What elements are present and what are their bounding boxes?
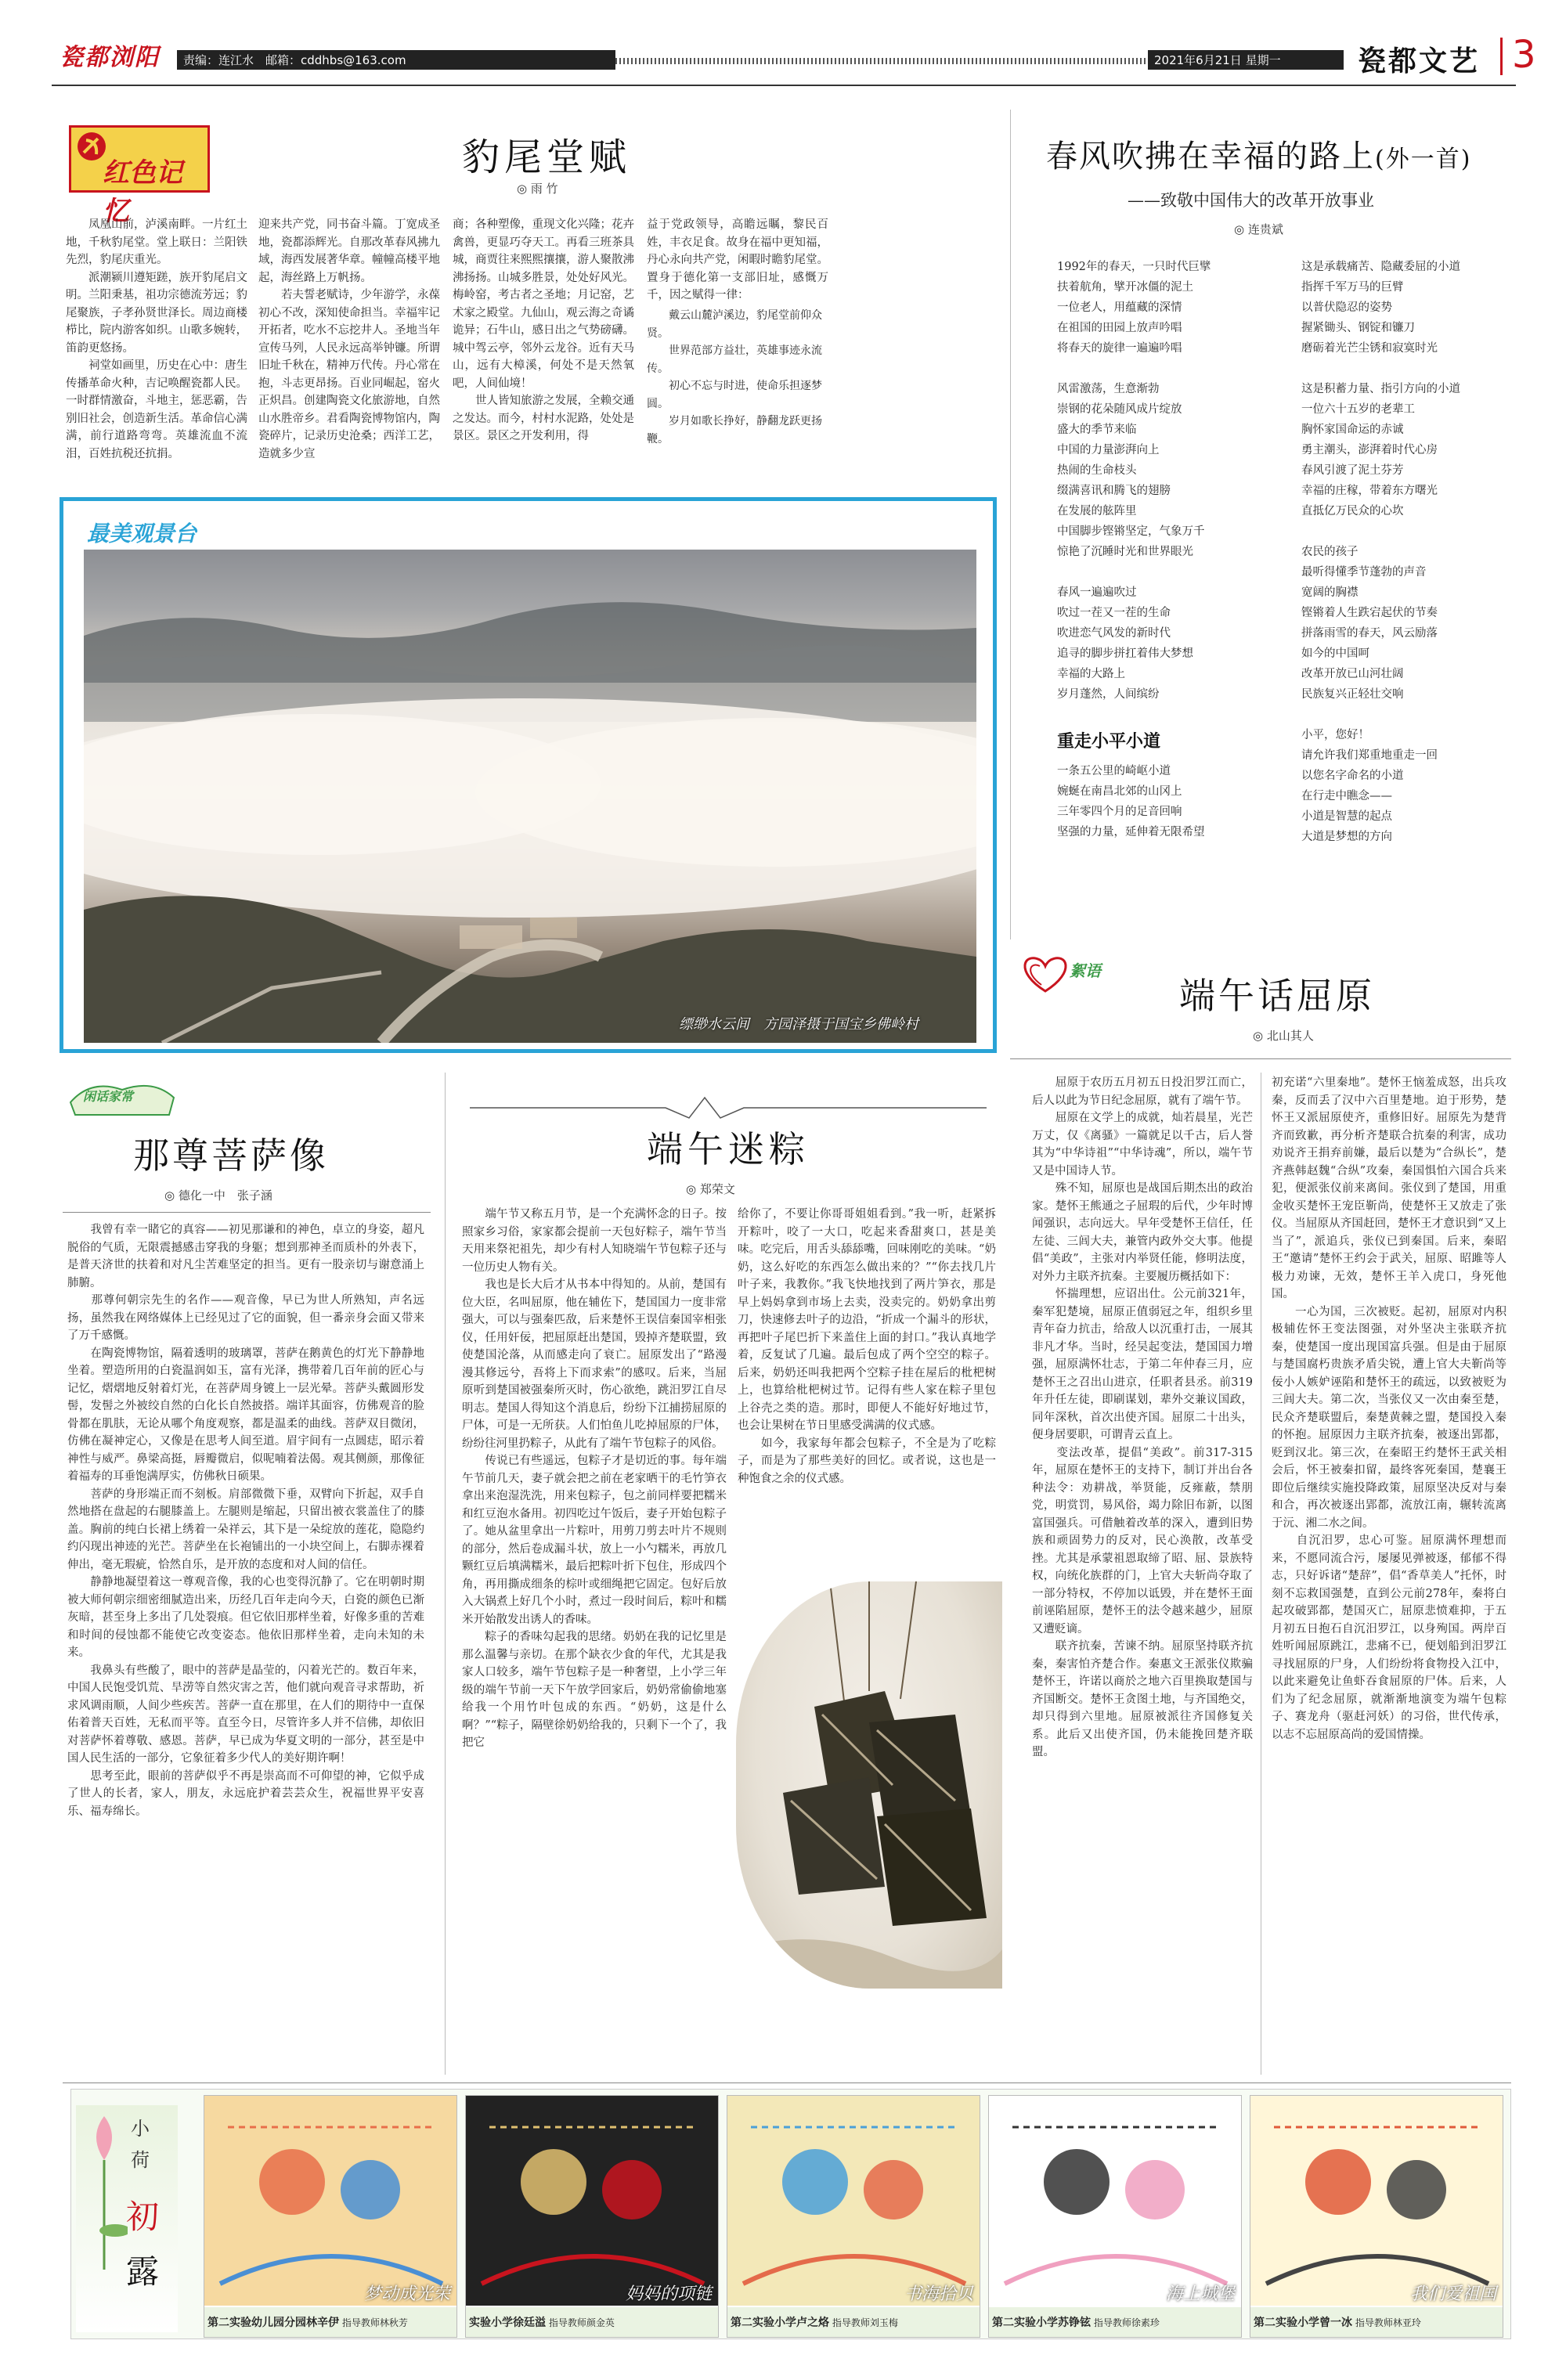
family-badge-label: 闲话家常 bbox=[83, 1089, 134, 1104]
title-ribbon bbox=[470, 1096, 987, 1120]
article-author-buddha: ◎ 德化一中 张子涵 bbox=[164, 1188, 272, 1203]
article-title-buddha: 那尊菩萨像 bbox=[133, 1134, 329, 1177]
drawing-title: 我们爱祖国 bbox=[1409, 2284, 1496, 2304]
gallery-card bbox=[1250, 2095, 1503, 2338]
article-col: 给你了，不要让你哥哥姐姐看到。”我一听，赶紧拆开粽叶，咬了一大口，吃起来香甜爽口，甚是美味。吃完后，用舌头舔舔嘴，回味刚吃的美味。“奶奶，这么好吃的东西怎么做出来的？”“你去找几片叶子来，我教你。”我飞快地找到了两片笋衣，那是早上妈妈拿到市场上去卖，没卖完的。奶奶拿出剪刀，快速修去叶子的边沿，“折成一个漏斗的形状，再把叶子尾巴折下来盖住上面的封口。”我认真地学着，反复试了几遍。最后包成了两个空空的粽子。后来，奶奶还叫我把两个空粽子挂在屋后的枇杷树上，也算给枇杷树过节。记得有些人家在粽子里包上谷壳之类的造。那时，即便人不能好好地过节，也会让果树在节日里感受满满的仪式感。 如今，我家每年都会包粽子，不全是为了吃粽子，而是为了那些美好的回忆。或者说，这也是一种饱食之余的仪式感。 bbox=[738, 1208, 996, 1485]
section-title: 瓷都文艺 bbox=[1358, 45, 1481, 78]
article-title-quyuan: 端午话屈原 bbox=[1179, 975, 1375, 1017]
drawing-caption bbox=[1250, 2307, 1503, 2338]
teacher-name: 指导教师林亚玲 bbox=[1352, 2317, 1421, 2328]
column-divider bbox=[445, 1073, 446, 2075]
editor-info: 责编：连江水 邮箱：cddhbs@163.com bbox=[177, 50, 615, 70]
side-char: 小 bbox=[131, 2118, 150, 2140]
article-subtitle-spring: ——致敬中国伟大的改革开放事业 bbox=[1128, 191, 1374, 210]
rule bbox=[1010, 1058, 1511, 1059]
poem-left-2: 一条五公里的崎岖小道 婉蜒在南昌北郊的山冈上 三年零四个月的足音回响 坚强的力量，延伸着无限希望 bbox=[1057, 765, 1205, 838]
drawing-title: 妈妈的项链 bbox=[625, 2284, 712, 2304]
lotus-icon bbox=[81, 2113, 128, 2270]
zongzi-photo bbox=[736, 1581, 1002, 1989]
heart-badge bbox=[1018, 952, 1112, 999]
scenic-frame bbox=[60, 497, 997, 1053]
page-divider bbox=[1500, 38, 1503, 75]
drawing-caption bbox=[466, 2307, 719, 2338]
teacher-name: 指导教师徐素珍 bbox=[1091, 2317, 1160, 2328]
drawing-caption bbox=[727, 2307, 980, 2338]
side-char: 露 bbox=[126, 2252, 160, 2291]
drawing-caption bbox=[989, 2307, 1242, 2338]
rule bbox=[63, 2082, 1511, 2083]
gallery-card bbox=[465, 2095, 719, 2338]
newspaper-logo: 瓷都浏阳 bbox=[60, 44, 160, 71]
issue-date: 2021年6月21日 星期一 bbox=[1148, 50, 1344, 70]
teacher-name: 指导教师颜金英 bbox=[546, 2317, 615, 2328]
article-col: 迎来共产党，同书奋斗篇。丁宽成圣地，瓷都添辉光。自那改革春风拂九域，海西发展著华章。幢幢高楼平地起，海丝路上万帆扬。 若夫誓老赋诗，少年游学，永葆初心不改，深知使命担当。幸福牢记开拓者，吃水不忘挖井人。圣地当年宣传马列，人民永远高举钟镰。所谓旧址千秋在，精神万代传。丹心常在抱，斗志更昂扬。百业同崛起，窑火正炽昌。创建陶瓷文化旅游地，自然山水胜帝乡。君看陶瓷博物馆内，陶瓷碎片，记录历史沧桑；西洋工艺，造就多少宣 bbox=[258, 218, 440, 460]
scenic-photo bbox=[84, 550, 976, 1043]
article-poem: 戴云山麓泸溪边，豹尾堂前仰众贤。 世界范部方益壮，英雄事迹永流传。 初心不忘与时进，使命乐担逐梦圆。 岁月如歌长挣好，静翻龙跃更扬鞭。 bbox=[647, 309, 822, 445]
article-title-spring bbox=[1046, 132, 1471, 176]
article-col: 益于党政领导，高瞻远瞩，黎民百姓，丰衣足食。故身在福中更知福，丹心永向共产党，闲暇时瞻豹尾堂。置身于德化第一支部旧址，感慨万千，因之赋得一律： bbox=[647, 218, 828, 301]
title-main: 春风吹拂在幸福的路上 bbox=[1046, 139, 1375, 175]
ribbon-decor bbox=[470, 1096, 987, 1120]
children-drawing bbox=[727, 2096, 980, 2306]
children-drawing bbox=[466, 2096, 719, 2306]
column-divider bbox=[1010, 110, 1011, 939]
gallery-card bbox=[204, 2095, 457, 2338]
drawing-title: 海上城堡 bbox=[1165, 2284, 1235, 2304]
gallery-card bbox=[727, 2095, 980, 2338]
article-col: 凤凰山前，泸溪南畔。一片红土地，千秋豹尾堂。堂上联日：兰阳铁先烈，豹尾庆重光。 派潮颍川遵矩蹉，族开豹尾启文明。兰阳秉基，祖功宗德流芳远；豹尾聚族，子孝孙贤世泽长。周边商楼栉比，院内游客如织。山歌多婉转，笛韵更悠扬。 祠堂如画里，历史在心中：唐生传播革命火种，吉记唤醒瓷都人民。一时群情激奋，斗地主，惩恶霸，告别旧社会，创造新生活。革命信心满满，前行道路弯弯。英雄流血不流泪，百姓抗税还抗捐。 bbox=[66, 218, 247, 460]
article-author-spring: ◎ 连贵斌 bbox=[1234, 222, 1283, 236]
poem-subtitle: 重走小平小道 bbox=[1057, 731, 1161, 752]
drawing-caption bbox=[204, 2307, 457, 2338]
article-col: 端午节又称五月节，是一个充满怀念的日子。按照家乡习俗，家家都会提前一天包好粽子，端午节当天用来祭祀祖先，却少有村人知晓端午节包粽子还与一位历史人物有关。 我也是长大后才从书本中得知的。从前，楚国有位大臣，名叫屈原，他在辅佐下，楚国国力一度非常强大，可以与强秦匹敌，后来楚怀王误信秦国宰相张仪，任用奸佞，把屈原赶出楚国，毁掉齐楚联盟，致使楚国沦落，从而感走向了衰亡。屈原发出了“路漫漫其修远兮，吾将上下而求索”的感叹。后来，当屈原听到楚国被强秦所灭时，伤心欲绝，跳汨罗江自尽明志。楚国人得知这个消息后，纷纷下江捕捞屈原的尸体，可是一无所获。人们怕鱼儿吃掉屈原的尸体，纷纷往河里扔粽子，从此有了端午节包粽子的风俗。 传说已有些遥远，包粽子才是切近的事。每年端午节前几天，妻子就会把之前在老家晒干的毛竹笋衣拿出来泡湿洗洗，用来包粽子，包之前同样要把糯米和红豆泡水备用。初四吃过午饭后，妻子开始包粽子了。她从盆里拿出一片粽叶，用剪刀剪去叶片不规则的部分，然后卷成漏斗状，放上一小勺糯米，再放几颗红豆后填满糯米，最后把粽叶折下包住，形成四个角，再用撕成细条的棕叶或细绳把它固定。包好后放入大锅煮上好几个小时，煮过一段时间后，粽叶和糯米开始散发出诱人的香味。 粽子的香味勾起我的思绪。奶奶在我的记忆里是那么温馨与亲切。在那个缺衣少食的年代，尤其是我家人口较多，端午节包粽子是一种奢望，上小学三年级的端午节前一天下午放学回家后，奶奶常偷偷地塞给我一个用竹叶包成的东西。“奶奶，这是什么啊？”“粽子，隔壁徐奶奶给我的，只剩下一个了，我把它 bbox=[462, 1208, 727, 1749]
article-col: 商；各种塑像，重现文化兴隆；花卉禽兽，更显巧夺天工。再看三班茶具城，商贾往来熙熙攘攘，游人聚散沸沸扬扬。山城多胜景，处处好风光。梅岭窑，考古者之圣地；月记窑，艺术家之殿堂。九仙山，观云海之奇谲诡异；石牛山，感日出之气势磅礴。城中驾云亭，邻外云龙谷。近有天马山，远有大樟溪，何处不是天然氧吧，人间仙境！ 世人皆知旅游之发展，全赖交通之发达。而今，村村水泥路，处处是景区。景区之开发利用，得 bbox=[453, 218, 634, 442]
article-author-quyuan: ◎ 北山其人 bbox=[1253, 1029, 1314, 1043]
article-col: 屈原于农历五月初五日投汨罗江而亡，后人以此为节日纪念屈原，就有了端午节。 屈原在文学上的成就，灿若晨星，光芒万丈，仅《离骚》一篇就足以千古，后人誉其为“中华诗祖”“中华诗魂”，所以，端午节又是中国诗人节。 殊不知，屈原也是战国后期杰出的政治家。楚怀王熊通之子屈瑕的后代，少年时博闻强识，志向远大。早年受楚怀王信任，任左徒、三闾大夫，兼管内政外交大事。他提倡“美政”，主张对内举贤任能，修明法度，对外力主联齐抗秦。主要履历概括如下： 怀揣理想，应诏出仕。公元前321年，秦军犯楚境，屈原正值弱冠之年，组织乡里青年奋力抗击，给敌人以沉重打击，一展其非凡才华。当时，经吴起变法，楚国国力增强，屈原满怀壮志，于第二年仲春三月，应楚怀王之召出山进京，任职者县丞。前319年升任左徒，即刷谋划，辈外交兼议国政，同年深秋，首次出使齐国。屈原二十出头，便身居要职，可谓青云直上。 变法改革，提倡“美政”。前317-315年，屈原在楚怀王的支持下，制订并出台各种法令：劝耕战，举贤能，反雍蔽，禁朋党，明赏罚，易风俗，竭力除旧布新，以图富国强兵。可借触着改革的深入，遭到旧势族和顽固势力的反对，民心涣散，改革受挫。尤其是承蒙祖恩取缔了昭、屈、景族特权，向统化族群的门，上官大夫斩尚夺取了一部分特权，不停加以诋毁，并在楚怀王面前诬陷屈原，楚怀王的法令越来越少，屈原又遭贬谪。 联齐抗秦，苦谏不纳。屈原坚持联齐抗秦，秦害怕齐楚合作。秦惠文王派张仪欺骗楚怀王，许诺以商於之地六百里换取楚国与齐国断交。楚怀王贪图土地，与齐国绝交，却只得到六里地。屈原被派往齐国修复关系。此后又出使齐国，仍未能挽回楚齐联盟。 bbox=[1032, 1076, 1253, 1758]
article-author-baowei: ◎ 雨 竹 bbox=[517, 182, 558, 196]
red-memory-badge bbox=[69, 125, 210, 227]
gallery-card bbox=[988, 2095, 1242, 2338]
side-char: 初 bbox=[126, 2198, 160, 2236]
article-col: 初充诺“六里秦地”。楚怀王恼羞成怒，出兵攻秦，反而丢了汉中六百里楚地。迫于形势，楚怀王又派屈原使齐，重修旧好。屈原先为楚背齐而致歉，再分析齐楚联合抗秦的利害，成功劝说齐王捐弃前嫌，最后以楚为“合纵长”，楚齐燕韩赵魏“合纵”攻秦，秦国惧怕六国合兵来犯，便派张仪前来离间。张仪到了楚国，用重金收买楚怀王宠臣靳尚，使楚怀王又放走了张仪。当屈原从齐国赶回，楚怀王才意识到“又上当了”，派追兵，张仪已到秦国。后来，秦昭王“邀请”楚怀王约会于武关，屈原、昭雎等人极力劝谏，无效，楚怀王羊入虎口，身死他国。 一心为国，三次被贬。起初，屈原对内积极辅佐怀王变法图强，对外坚决主张联齐抗秦，使楚国一度出现国富兵强。但是由于屈原与楚国腐朽贵族矛盾尖锐，遭上官大夫靳尚等佞小人嫉妒诬陷和楚怀王的疏远，以致被贬为三闾大夫。第二次，当张仪又一次由秦至楚，民众齐楚联盟后，秦楚黄棘之盟，楚国投入秦的怀抱。屈原因力主联齐抗秦，被逐出郢都，贬到汉北。第三次，在秦昭王约楚怀王武关相会后，怀王被秦扣留，最终客死秦国，楚襄王即位后继续实施投降政策，屈原坚决反对与秦和合，再次被逐出郢都，流放江南，辗转流离于沅、湘二水之间。 自沉汨罗，忠心可鉴。屈原满怀理想而来，不愿同流合污，屡屡见弹被逐，郁郁不得志，只好诉诸“楚辞”，倡“香草美人”托怀，时刻不忘救国强楚，直到公元前278年，秦将白起攻破郢都，楚国灭亡，屈原悲愤难抑，于五月初五日抱石自沉汨罗江，以身殉国。两岸百姓听闻屈原跳江，悲痛不已，便划船到汨罗江寻找屈原的尸身，人们纷纷将食物投入江中，以此来避免让鱼虾吞食屈原的尸体。后来，人们为了纪念屈原，就渐渐地演变为端午包粽子、赛龙舟（驱赶河妖）的习俗，世代传承，以志不忘屈原高尚的爱国情操。 bbox=[1272, 1076, 1506, 1741]
student-name: 第二实验小学卢之烙 bbox=[731, 2317, 829, 2329]
red-memory-label: 红色记忆 bbox=[103, 157, 182, 227]
zongzi-illustration bbox=[736, 1581, 1002, 1989]
article-author-zongzi: ◎ 郑荣文 bbox=[686, 1182, 735, 1196]
teacher-name: 指导教师林秋芳 bbox=[339, 2317, 408, 2328]
gallery-side-label bbox=[76, 2105, 178, 2332]
student-name: 第二实验小学曾一冰 bbox=[1254, 2317, 1352, 2329]
masthead bbox=[52, 31, 1536, 86]
children-drawing bbox=[989, 2096, 1242, 2306]
header-stripe bbox=[615, 58, 1156, 64]
family-badge bbox=[67, 1074, 177, 1121]
children-drawing bbox=[204, 2096, 457, 2306]
article-title-zongzi: 端午迷粽 bbox=[647, 1128, 810, 1170]
poem-right: 这是承载痛苦、隐藏委屈的小道 指挥千军万马的巨臂 以普伏隐忍的姿势 握紧锄头、钢锭和镰刀 磨砺着光芒尘锈和寂寞时光 这是积蓄力量、指引方向的小道 一位六十五岁的老辈工 胸怀家国命运的赤诚 勇主潮头，澎湃着时代心房 春风引渡了泥土芬芳 幸福的庄稼，带着东方曙光 直抵亿万民众的心坎 农民的孩子 最听得懂季节蓬勃的声音 宽阔的胸襟 铿锵着人生跌宕起伏的节奏 拼落雨雪的春天，风云励落 如今的中国呵 改革开放已山河壮阔 民族复兴正轻壮交响 小平，您好！ 请允许我们郑重地重走一回 以您名字命名的小道 在行走中瞧念—— 小道是智慧的起点 大道是梦想的方向 bbox=[1301, 261, 1460, 843]
student-name: 第二实验幼儿园分园林辛伊 bbox=[207, 2317, 339, 2329]
scenic-badge: 最美观景台 bbox=[87, 521, 197, 546]
children-drawing bbox=[1250, 2096, 1503, 2306]
drawing-title: 梦动成光荣 bbox=[363, 2284, 450, 2304]
title-suffix: (外一首) bbox=[1375, 146, 1472, 173]
article-title-baowei: 豹尾堂赋 bbox=[462, 135, 632, 179]
student-name: 第二实验小学苏铮铉 bbox=[992, 2317, 1091, 2329]
heart-badge-label: 絮语 bbox=[1070, 961, 1101, 980]
poem-left: 1992年的春天，一只时代巨擘 扶着航角，擘开冰僵的泥土 一位老人，用蕴藏的深情 在祖国的田园上放声吟唱 将春天的旋律一遍遍吟唱 风雷激荡，生意渐勃 崇钢的花朵随风成片绽放 盛大的季节来临 中国的力量澎湃向上 热闹的生命枝头 缀满喜讯和腾飞的翅膀 在发展的舷阵里 中国脚步铿锵坚定，气象万千 惊艳了沉睡时光和世界眼光 春风一遍遍吹过 吹过一茬又一茬的生命 吹进恋气风发的新时代 追寻的脚步拼扛着伟大梦想 幸福的大路上 岁月蓬然，人间缤纷 bbox=[1057, 261, 1211, 701]
page-number: 3 bbox=[1512, 33, 1536, 77]
article-body: 我曾有幸一睹它的真容——初见那谦和的神色，卓立的身姿，超凡脱俗的气质，无限震撼感击穿我的身躯；想到那神圣而质朴的外表下，是普天济世的扶着和对凡尘苦难坚定的担当。更有一股亲切与谢意涌上肺腑。 那尊何朝宗先生的名作——观音像，早已为世人所熟知，声名远扬，虽然我在网络媒体上已经见过了它的面貌，但一番亲身会面又带来了万千感慨。 在陶瓷博物馆，隔着透明的玻璃罩，菩萨在鹅黄色的灯光下静静地坐着。塑造所用的白瓷温润如玉，富有光泽，携带着几百年前的匠心与记忆，熠熠地反射着灯光，在菩萨周身镀上一层光晕。菩萨头戴圆形发髻，发髻之外被绞自然的白化长自然披搭。端详其面容，仿佛观音的脸骨都在肌肤，无论从哪个角度观察，都是温柔的曲线。菩萨双目微闭，仿佛在凝神定心，又像是在思考人间至道。眉宇间有一点圆痣，昭示着神性与威严。鼻梁高挺，唇瓣微启，似呢喃着法偈。观其侧颜，那像征着福寿的耳垂饱满厚实，仿佛秋日硕果。 菩萨的身形端正而不刻板。肩部微微下垂，双臂向下折起，双手自然地搭在盘起的右腿膝盖上。左腿则是缩起，只留出被衣裳盖住了的膝盖。胸前的纯白长裙上绣着一朵祥云，其下是一朵绽放的莲花，隐隐约约闪现出神迹的光芒。菩萨坐在长袍铺出的一小块空间上，右脚赤裸着伸出，毫无瑕疵，恰然自乐，是开放的态度和对人间的信任。 静静地凝望着这一尊观音像，我的心也变得沉静了。它在明朝时期被大师何朝宗细密细腻造出来，历经几百年走向今天，白瓷的颜色已渐灰暗，甚至身上多出了几处裂痕。但它依旧那样坐着，好像多重的苦难和时间的侵蚀都不能使它改变姿态。他依旧那样坐着，走向未知的未来。 我鼻头有些酸了，眼中的菩萨是晶莹的，闪着光芒的。数百年来，中国人民饱受饥荒、旱涝等自然灾害之苦，他们就向观音寻求帮助，祈求风调雨顺，人间少些疾苦。菩萨一直在那里，在人们的期待中一直保佑着普天百姓，无私而平等。直至今日，尽管许多人并不信佛，却依旧对菩萨怀着尊敬、感恩。菩萨，早已成为华夏文明的一部分，甚至是中国人民生活的一部分，它象征着多少代人的美好期许啊！ 思考至此，眼前的菩萨似乎不再是崇高而不可仰望的神，它似乎成了世人的长者，家人，朋友，永远庇护着芸芸众生，祝福世界平安喜乐、福寿绵长。 bbox=[67, 1224, 424, 1818]
heart-icon bbox=[1018, 952, 1073, 996]
landscape-illustration bbox=[84, 550, 976, 1043]
student-name: 实验小学徐廷溢 bbox=[469, 2317, 546, 2329]
teacher-name: 指导教师刘玉梅 bbox=[829, 2317, 898, 2328]
rule bbox=[63, 1212, 431, 1213]
side-char: 荷 bbox=[131, 2149, 150, 2171]
scenic-caption: 缥缈水云间 方园泽摄于国宝乡佛岭村 bbox=[679, 1016, 918, 1033]
drawing-title: 书海拾贝 bbox=[904, 2284, 973, 2304]
